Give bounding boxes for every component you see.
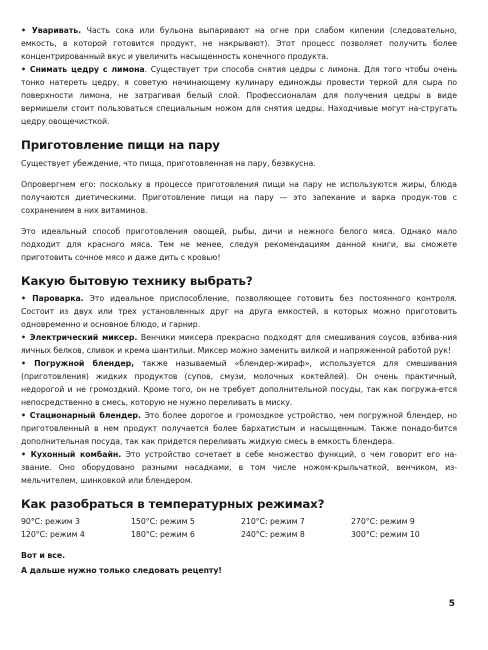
appliance-item [21, 331, 457, 357]
appliance-item [21, 357, 457, 409]
definition-term: • Уваривать. [21, 26, 82, 35]
appliance-item [21, 292, 457, 331]
definition-term: • Снимать цедру с лимона [21, 65, 145, 74]
temperature-mode: 120°C: режим 4 [21, 530, 85, 539]
appliance-term: • Погружной блендер, [21, 359, 135, 368]
appliance-item [21, 448, 457, 487]
section-heading-temperature: Как разобраться в температурных режимах? [21, 497, 325, 511]
definition-item [21, 63, 457, 128]
appliance-term: • Кухонный комбайн. [21, 450, 122, 459]
paragraph: Это идеальный способ приготовления овощей, рыбы, дичи и нежного белого мяса. Однако мало подходит для красного мяса. Тем не менее, следуя рекомендациям данной книги, вы сможете приготовить сочное мясо и даже дить с кровью! [21, 227, 457, 262]
definition-text: . Существует три способа снятия цедры с лимона. Для того чтобы очень тонко натереть цедру, я советую начинающему кулинару единожды провести теркой для сыра по поверхности лимона, не затрагивая белый слой. Профессионалам для получения цедры в виде вермишели стоит пользоваться специальным ножом для снятия цедры. Находчивые могут на-стругать цедру овощечисткой. [21, 65, 457, 126]
paragraph: Существует убеждение, что пища, приготовленная на пару, безвкусна. [21, 159, 316, 168]
temperature-modes-grid [21, 515, 457, 541]
definition-text: Часть сока или бульона выпаривают на огне при слабом кипении (следовательно, емкость, в которой готовится продукт, не накрывают). Этот процесс позволяет получить более концентрированный вкус и увеличить насыщенность конечного продукта. [21, 26, 457, 61]
page-number: 5 [448, 599, 455, 609]
page-content [21, 24, 457, 577]
appliance-item [21, 409, 457, 448]
appliance-text: также называемый «блендер-жираф», используется для смешивания (приготовления) жидких продуктов (супов, смузи, молочных коктейлей). Он очень практичный, недорогой и не громоздкий. Кроме того, он не требует дополнительной посуды, так как погружа-ется непосредственно в смесь, которую не нужно переливать в миску. [21, 359, 457, 407]
temperature-mode: 90°C: режим 3 [21, 517, 80, 526]
appliance-text: Это идеальное приспособление, позволяющее готовить без постоянного контроля. Состоит из двух или трех установленных друг на друга емкостей, в которых можно приготовить одновременно и основное блюдо, и гарнир. [21, 294, 457, 329]
appliance-term: • Стационарный блендер. [21, 411, 141, 420]
temperature-mode: 150°C: режим 5 [131, 517, 195, 526]
temperature-mode: 180°C: режим 6 [131, 530, 195, 539]
appliance-text: Это более дорогое и громоздкое устройство, чем погружной блендер, но приготовленный в нем продукт получается более бархатистым и насыщенным. Также понадо-бится дополнительная посуда, так как придется переливать жидкую смесь в емкость блендера. [21, 411, 458, 446]
temperature-mode: 210°C: режим 7 [241, 517, 305, 526]
section-heading-steam: Приготовление пищи на пару [21, 138, 220, 152]
appliance-text: Венчики миксера прекрасно подходят для смешивания соусов, взбива-ния яичных белков, сливок и крема шантильи. Миксер можно заменить вилкой и напряженной работой рук! [21, 333, 457, 355]
definition-item [21, 24, 457, 63]
appliance-text: Это устройство сочетает в себе множество функций, о чем говорит его на-звание. Оно оборудовано разными насадками, в том числе ножом-крыльчаткой, венчиком, из-мельчителем, шинковкой или блендером. [21, 450, 457, 485]
paragraph: Опровергнем его: поскольку в процессе приготовления пищи на пару не используются жиры, блюда получаются диетическими. Приготовление пищи на пару — это запекание и варка продук-тов с сохранением в них витаминов. [21, 180, 457, 215]
section-heading-appliances: Какую бытовую технику выбрать? [21, 274, 253, 288]
temperature-mode: 240°C: режим 8 [241, 530, 305, 539]
closing-note-line: А дальше нужно только следовать рецепту! [21, 566, 222, 575]
temperature-mode: 270°C: режим 9 [351, 517, 415, 526]
appliance-term: • Пароварка. [21, 294, 84, 303]
temperature-mode: 300°C: режим 10 [351, 530, 420, 539]
appliance-term: • Электрический миксер. [21, 333, 138, 342]
closing-note-line: Вот и все. [21, 551, 66, 560]
closing-note [21, 549, 457, 577]
